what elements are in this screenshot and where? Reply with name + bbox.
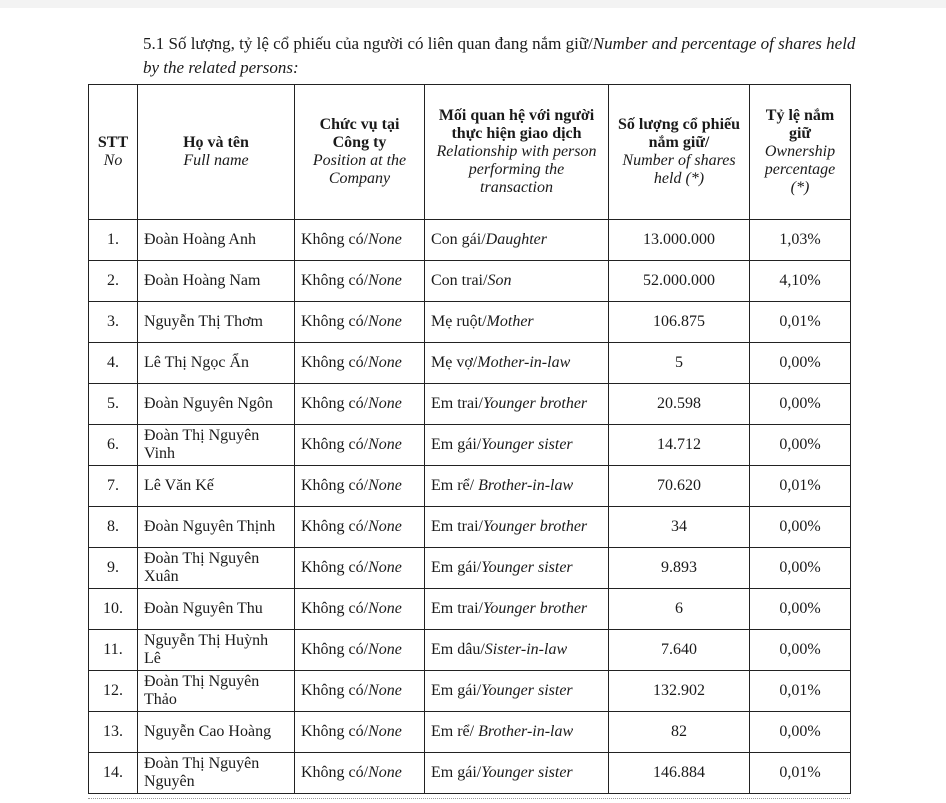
shares-held: 13.000.000 <box>609 220 750 261</box>
row-number: 3. <box>89 302 138 343</box>
ownership-percentage: 0,00% <box>750 384 851 425</box>
relationship: Mẹ ruột/Mother <box>425 302 609 343</box>
shares-held: 70.620 <box>609 466 750 507</box>
row-number: 12. <box>89 671 138 712</box>
full-name: Đoàn Nguyên Thu <box>138 589 295 630</box>
ownership-percentage: 0,00% <box>750 630 851 671</box>
position: Không có/None <box>295 425 425 466</box>
shares-held: 146.884 <box>609 753 750 794</box>
position: Không có/None <box>295 548 425 589</box>
header-name: Họ và tên Full name <box>138 85 295 220</box>
relationship: Em dâu/Sister-in-law <box>425 630 609 671</box>
position: Không có/None <box>295 343 425 384</box>
position: Không có/None <box>295 589 425 630</box>
full-name: Nguyễn Thị Huỳnh Lê <box>138 630 295 671</box>
header-percentage: Tỷ lệ nắm giữ Ownership percentage (*) <box>750 85 851 220</box>
position: Không có/None <box>295 466 425 507</box>
table-row <box>89 343 851 384</box>
ownership-percentage: 1,03% <box>750 220 851 261</box>
row-number: 1. <box>89 220 138 261</box>
header-position: Chức vụ tại Công ty Position at the Company <box>295 85 425 220</box>
table-row <box>89 753 851 794</box>
full-name: Đoàn Hoàng Anh <box>138 220 295 261</box>
full-name: Đoàn Thị Nguyên Vinh <box>138 425 295 466</box>
section-heading <box>143 32 863 80</box>
position: Không có/None <box>295 261 425 302</box>
row-number: 14. <box>89 753 138 794</box>
full-name: Đoàn Nguyên Thịnh <box>138 507 295 548</box>
relationship: Em trai/Younger brother <box>425 384 609 425</box>
relationship: Em gái/Younger sister <box>425 753 609 794</box>
ownership-percentage: 0,00% <box>750 712 851 753</box>
shares-held: 6 <box>609 589 750 630</box>
relationship: Em trai/Younger brother <box>425 589 609 630</box>
shares-held: 7.640 <box>609 630 750 671</box>
position: Không có/None <box>295 507 425 548</box>
ownership-percentage: 0,00% <box>750 343 851 384</box>
position: Không có/None <box>295 753 425 794</box>
table-row <box>89 220 851 261</box>
relationship: Em gái/Younger sister <box>425 425 609 466</box>
ownership-percentage: 0,01% <box>750 671 851 712</box>
position: Không có/None <box>295 302 425 343</box>
position: Không có/None <box>295 384 425 425</box>
full-name: Đoàn Thị Nguyên Xuân <box>138 548 295 589</box>
section-title-vi: 5.1 Số lượng, tỷ lệ cổ phiếu của người có liên quan đang nắm giữ/ <box>143 34 593 53</box>
shares-held: 82 <box>609 712 750 753</box>
row-number: 6. <box>89 425 138 466</box>
ownership-percentage: 0,01% <box>750 302 851 343</box>
table-row <box>89 261 851 302</box>
table-row <box>89 425 851 466</box>
shares-held: 132.902 <box>609 671 750 712</box>
ownership-percentage: 4,10% <box>750 261 851 302</box>
relationship: Em gái/Younger sister <box>425 548 609 589</box>
table-row <box>89 712 851 753</box>
table-header-row <box>89 85 851 220</box>
relationship: Mẹ vợ/Mother-in-law <box>425 343 609 384</box>
ownership-percentage: 0,00% <box>750 425 851 466</box>
relationship: Con gái/Daughter <box>425 220 609 261</box>
row-number: 5. <box>89 384 138 425</box>
full-name: Đoàn Thị Nguyên Nguyên <box>138 753 295 794</box>
shares-held: 14.712 <box>609 425 750 466</box>
section-title-en: Number and percentage of shares held by the related persons: <box>143 34 856 77</box>
relationship: Em rể/ Brother-in-law <box>425 466 609 507</box>
relationship: Em trai/Younger brother <box>425 507 609 548</box>
row-number: 13. <box>89 712 138 753</box>
shares-held: 52.000.000 <box>609 261 750 302</box>
full-name: Đoàn Nguyên Ngôn <box>138 384 295 425</box>
full-name: Lê Văn Kế <box>138 466 295 507</box>
table-row <box>89 302 851 343</box>
table-row <box>89 630 851 671</box>
shares-held: 106.875 <box>609 302 750 343</box>
table-row <box>89 671 851 712</box>
row-number: 7. <box>89 466 138 507</box>
ownership-percentage: 0,00% <box>750 507 851 548</box>
shares-held: 5 <box>609 343 750 384</box>
full-name: Nguyễn Thị Thơm <box>138 302 295 343</box>
shares-held: 20.598 <box>609 384 750 425</box>
table-row <box>89 466 851 507</box>
page-bottom-edge <box>88 798 850 803</box>
ownership-percentage: 0,01% <box>750 466 851 507</box>
table-body <box>89 220 851 794</box>
row-number: 2. <box>89 261 138 302</box>
row-number: 8. <box>89 507 138 548</box>
header-shares: Số lượng cổ phiếu nắm giữ/ Number of shares held (*) <box>609 85 750 220</box>
page-edge <box>0 0 946 8</box>
relationship: Con trai/Son <box>425 261 609 302</box>
table-row <box>89 384 851 425</box>
header-no: STT No <box>89 85 138 220</box>
table-row <box>89 507 851 548</box>
shares-held: 34 <box>609 507 750 548</box>
ownership-percentage: 0,01% <box>750 753 851 794</box>
full-name: Đoàn Thị Nguyên Thảo <box>138 671 295 712</box>
full-name: Đoàn Hoàng Nam <box>138 261 295 302</box>
position: Không có/None <box>295 220 425 261</box>
shares-held: 9.893 <box>609 548 750 589</box>
position: Không có/None <box>295 671 425 712</box>
row-number: 9. <box>89 548 138 589</box>
row-number: 11. <box>89 630 138 671</box>
full-name: Nguyễn Cao Hoàng <box>138 712 295 753</box>
position: Không có/None <box>295 712 425 753</box>
full-name: Lê Thị Ngọc Ẩn <box>138 343 295 384</box>
relationship: Em gái/Younger sister <box>425 671 609 712</box>
relationship: Em rể/ Brother-in-law <box>425 712 609 753</box>
ownership-percentage: 0,00% <box>750 589 851 630</box>
ownership-percentage: 0,00% <box>750 548 851 589</box>
related-persons-table <box>88 84 851 794</box>
row-number: 10. <box>89 589 138 630</box>
table-row <box>89 548 851 589</box>
header-relationship: Mối quan hệ với người thực hiện giao dịch Relationship with person performing the transaction <box>425 85 609 220</box>
row-number: 4. <box>89 343 138 384</box>
table-row <box>89 589 851 630</box>
position: Không có/None <box>295 630 425 671</box>
